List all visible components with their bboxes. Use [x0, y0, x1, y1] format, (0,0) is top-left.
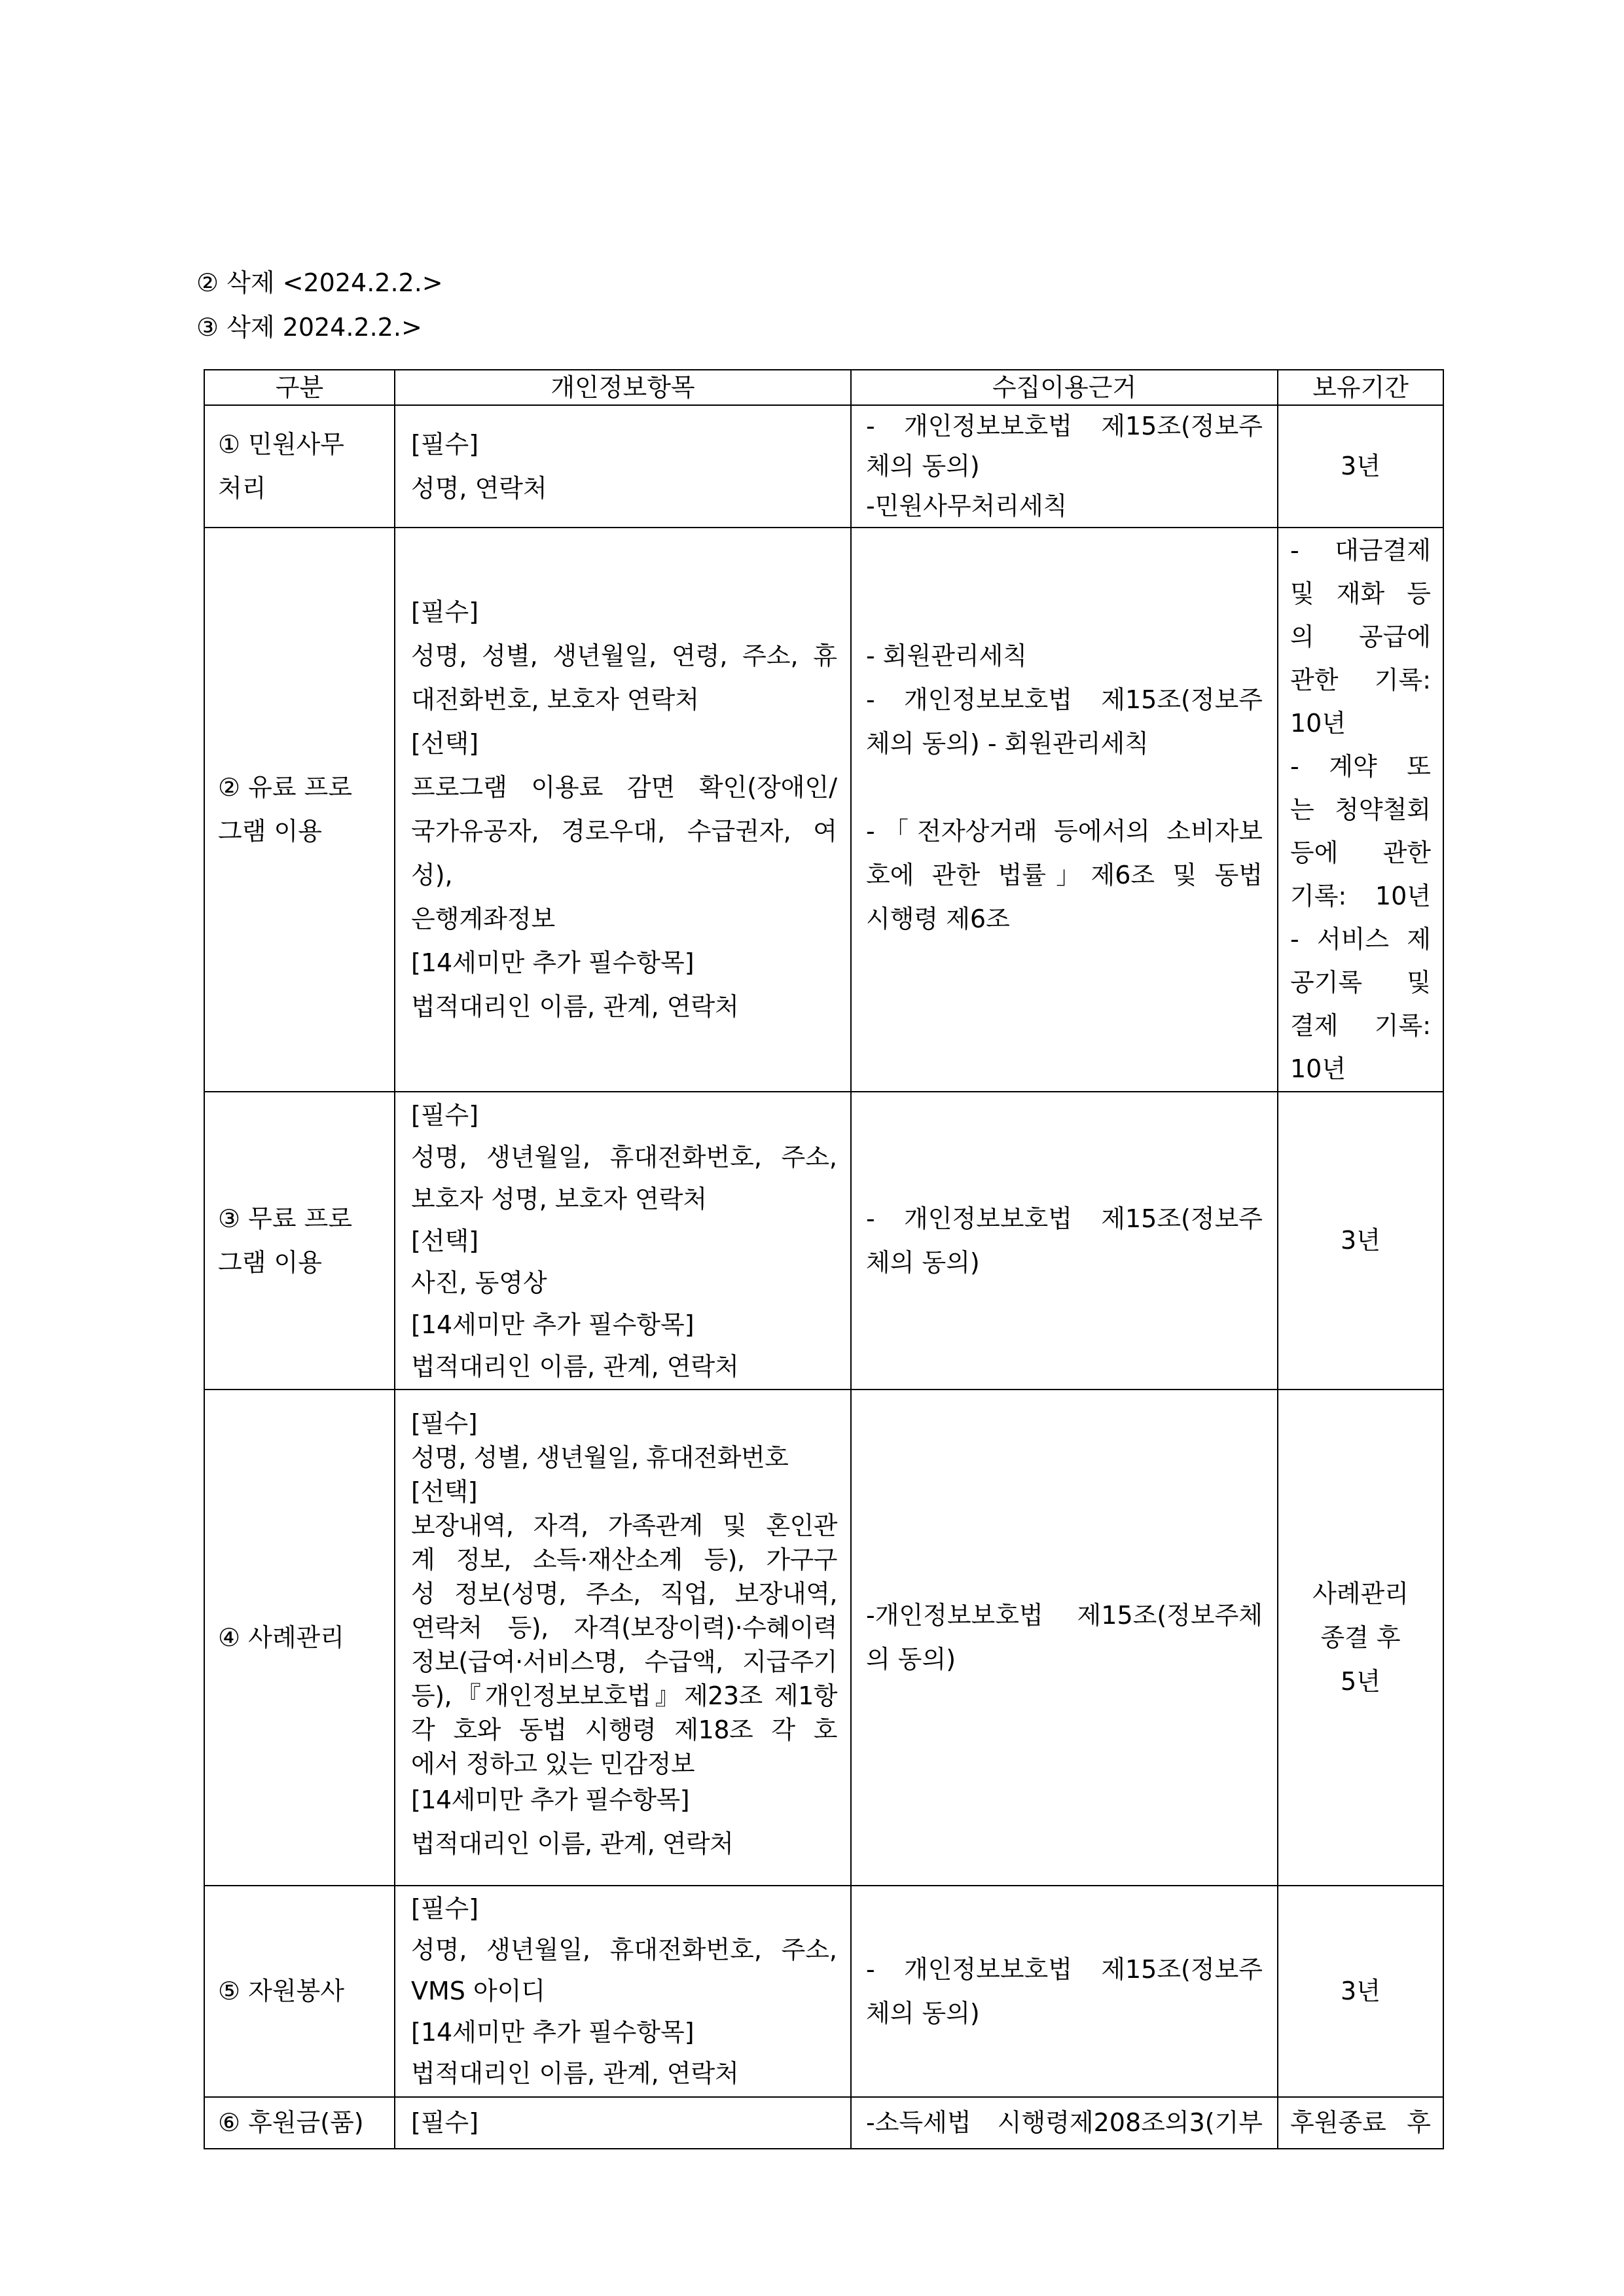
blank-line [866, 766, 1263, 810]
header-basis [852, 370, 1278, 406]
basis-line: 체의 동의) [866, 452, 980, 480]
item-line: 프로그램 이용료 감면 확인(장애인/ [411, 773, 837, 802]
item-line: 성명, 성별, 생년월일, 휴대전화번호 [411, 1443, 789, 1472]
item-line: 에서 정하고 있는 민감정보 [411, 1749, 695, 1778]
cell-basis [852, 2098, 1278, 2149]
item-line: 국가유공자, 경로우대, 수급권자, 여 [411, 817, 837, 846]
cell-items [395, 1886, 852, 2098]
basis-line: 체의 동의) [866, 1998, 980, 2028]
retention-line: 기록: 10년 [1290, 882, 1431, 910]
cell-items [395, 1092, 852, 1390]
retention-line: 3년 [1341, 1977, 1380, 2005]
header-category [205, 370, 395, 406]
item-line: 성 정보(성명, 주소, 직업, 보장내역, [411, 1579, 837, 1608]
retention-line: 종결 후 [1320, 1623, 1401, 1652]
item-line: [필수] [411, 2108, 479, 2137]
retention-line: 의 공급에 [1290, 622, 1431, 651]
item-line: 계 정보, 소득·재산소계 등), 가구구 [411, 1545, 837, 1574]
basis-line: 호에 관한 법률」제6조 및 동법 [866, 861, 1263, 889]
basis-line: 체의 동의) [866, 1247, 980, 1277]
item-line: 성), [411, 861, 453, 889]
basis-line: 시행령 제6조 [866, 905, 1010, 933]
basis-line: 체의 동의) - 회원관리세칙 [866, 729, 1149, 758]
cell-category [205, 1886, 395, 2098]
cell-category [205, 1390, 395, 1886]
basis-line: -「전자상거래 등에서의 소비자보 [866, 817, 1263, 846]
deletion-note: ② 삭제 <2024.2.2.> [196, 268, 443, 297]
basis-line: -개인정보보호법 제15조(정보주체 [866, 1601, 1263, 1630]
item-line: 은행계좌정보 [411, 905, 556, 933]
retention-line: 는 청약철회 [1290, 795, 1431, 824]
cell-basis [852, 1390, 1278, 1886]
cell-retention [1278, 1092, 1444, 1390]
retention-line: - 계약 또 [1290, 752, 1431, 781]
item-line: [14세미만 추가 필수항목] [411, 1785, 690, 1814]
basis-line: - 개인정보보호법 제15조(정보주 [866, 1954, 1263, 1984]
category-line: 처리 [218, 473, 266, 503]
cell-retention [1278, 528, 1444, 1092]
basis-line: - 회원관리세칙 [866, 641, 1028, 670]
retention-line: 사례관리 [1312, 1579, 1409, 1608]
item-line: [필수] [411, 1409, 478, 1438]
category-line: ① 민원사무 [218, 429, 344, 459]
item-line: [필수] [411, 429, 479, 459]
header-label: 수집이용근거 [992, 373, 1137, 402]
item-line: [필수] [411, 598, 479, 626]
item-line: 등),『개인정보보호법』제23조 제1항 [411, 1681, 837, 1710]
cell-category [205, 1092, 395, 1390]
cell-basis [852, 1092, 1278, 1390]
cell-retention [1278, 1886, 1444, 2098]
item-line: 정보(급여·서비스명, 수급액, 지급주기 [411, 1647, 837, 1676]
item-line: [14세미만 추가 필수항목] [411, 1310, 695, 1339]
retention-line: 후원종료 후 [1290, 2108, 1431, 2137]
cell-retention [1278, 2098, 1444, 2149]
basis-line: 의 동의) [866, 1645, 956, 1674]
category-line: ④ 사례관리 [218, 1623, 344, 1652]
basis-line: -민원사무처리세칙 [866, 492, 1068, 520]
basis-line: - 개인정보보호법 제15조(정보주 [866, 412, 1263, 440]
item-line: 법적대리인 이름, 관계, 연락처 [411, 992, 739, 1021]
cell-items [395, 1390, 852, 1886]
personal-info-table [204, 369, 1444, 2149]
item-line: 보호자 성명, 보호자 연락처 [411, 1184, 708, 1213]
cell-basis [852, 1886, 1278, 2098]
category-line: ③ 무료 프로 [218, 1204, 353, 1233]
item-line: 법적대리인 이름, 관계, 연락처 [411, 2059, 739, 2088]
item-line: 성명, 연락처 [411, 473, 547, 503]
item-line: 각 호와 동법 시행령 제18조 각 호 [411, 1715, 837, 1744]
item-line: 연락처 등), 자격(보장이력)·수혜이력 [411, 1613, 837, 1642]
cell-items [395, 2098, 852, 2149]
item-line: 성명, 생년월일, 휴대전화번호, 주소, [411, 1935, 837, 1964]
cell-category [205, 2098, 395, 2149]
item-line: [선택] [411, 1477, 478, 1506]
item-line: 보장내역, 자격, 가족관계 및 혼인관 [411, 1511, 837, 1540]
item-line: 법적대리인 이름, 관계, 연락처 [411, 1829, 734, 1858]
retention-line: 결제 기록: [1290, 1011, 1431, 1040]
cell-items [395, 406, 852, 528]
category-line: ⑤ 자원봉사 [218, 1977, 344, 2005]
cell-basis [852, 406, 1278, 528]
item-line: 성명, 성별, 생년월일, 연령, 주소, 휴 [411, 641, 837, 670]
header-retention [1278, 370, 1444, 406]
cell-basis [852, 528, 1278, 1092]
item-line: [필수] [411, 1100, 479, 1130]
retention-line: 3년 [1341, 452, 1380, 480]
cell-items [395, 528, 852, 1092]
cell-retention [1278, 1390, 1444, 1886]
item-line: [선택] [411, 1226, 479, 1255]
category-line: 그램 이용 [218, 817, 322, 846]
blank-line [866, 941, 1263, 985]
header-items [395, 370, 852, 406]
retention-line: 공기록 및 [1290, 968, 1431, 997]
retention-line: 5년 [1341, 1666, 1380, 1696]
item-line: 법적대리인 이름, 관계, 연락처 [411, 1352, 739, 1381]
retention-line: - 대금결제 [1290, 536, 1431, 565]
item-line: [14세미만 추가 필수항목] [411, 2018, 695, 2047]
item-line: [14세미만 추가 필수항목] [411, 948, 695, 977]
header-label: 구분 [275, 373, 324, 402]
category-line: 그램 이용 [218, 1247, 322, 1277]
category-line: ② 유료 프로 [218, 773, 353, 802]
basis-line: -소득세법 시행령제208조의3(기부 [866, 2108, 1263, 2137]
item-line: [필수] [411, 1894, 479, 1923]
retention-line: 및 재화 등 [1290, 579, 1431, 608]
header-label: 개인정보항목 [550, 373, 695, 402]
item-line: 대전화번호, 보호자 연락처 [411, 685, 700, 714]
item-line: [선택] [411, 729, 479, 758]
item-line: 사진, 동영상 [411, 1268, 547, 1297]
header-label: 보유기간 [1312, 373, 1409, 402]
retention-line: 등에 관한 [1290, 838, 1431, 867]
category-line: ⑥ 후원금(품) [218, 2108, 364, 2137]
retention-line: 관한 기록: [1290, 666, 1431, 694]
retention-line: 3년 [1341, 1226, 1380, 1255]
cell-retention [1278, 406, 1444, 528]
cell-category [205, 528, 395, 1092]
deletion-note: ③ 삭제 2024.2.2.> [196, 313, 422, 342]
cell-category [205, 406, 395, 528]
basis-line: - 개인정보보호법 제15조(정보주 [866, 1204, 1263, 1233]
retention-line: 10년 [1290, 1054, 1346, 1083]
basis-line: - 개인정보보호법 제15조(정보주 [866, 685, 1263, 714]
retention-line: 10년 [1290, 709, 1346, 738]
item-line: VMS 아이디 [411, 1977, 546, 2005]
retention-line: - 서비스 제 [1290, 925, 1431, 954]
item-line: 성명, 생년월일, 휴대전화번호, 주소, [411, 1142, 837, 1172]
